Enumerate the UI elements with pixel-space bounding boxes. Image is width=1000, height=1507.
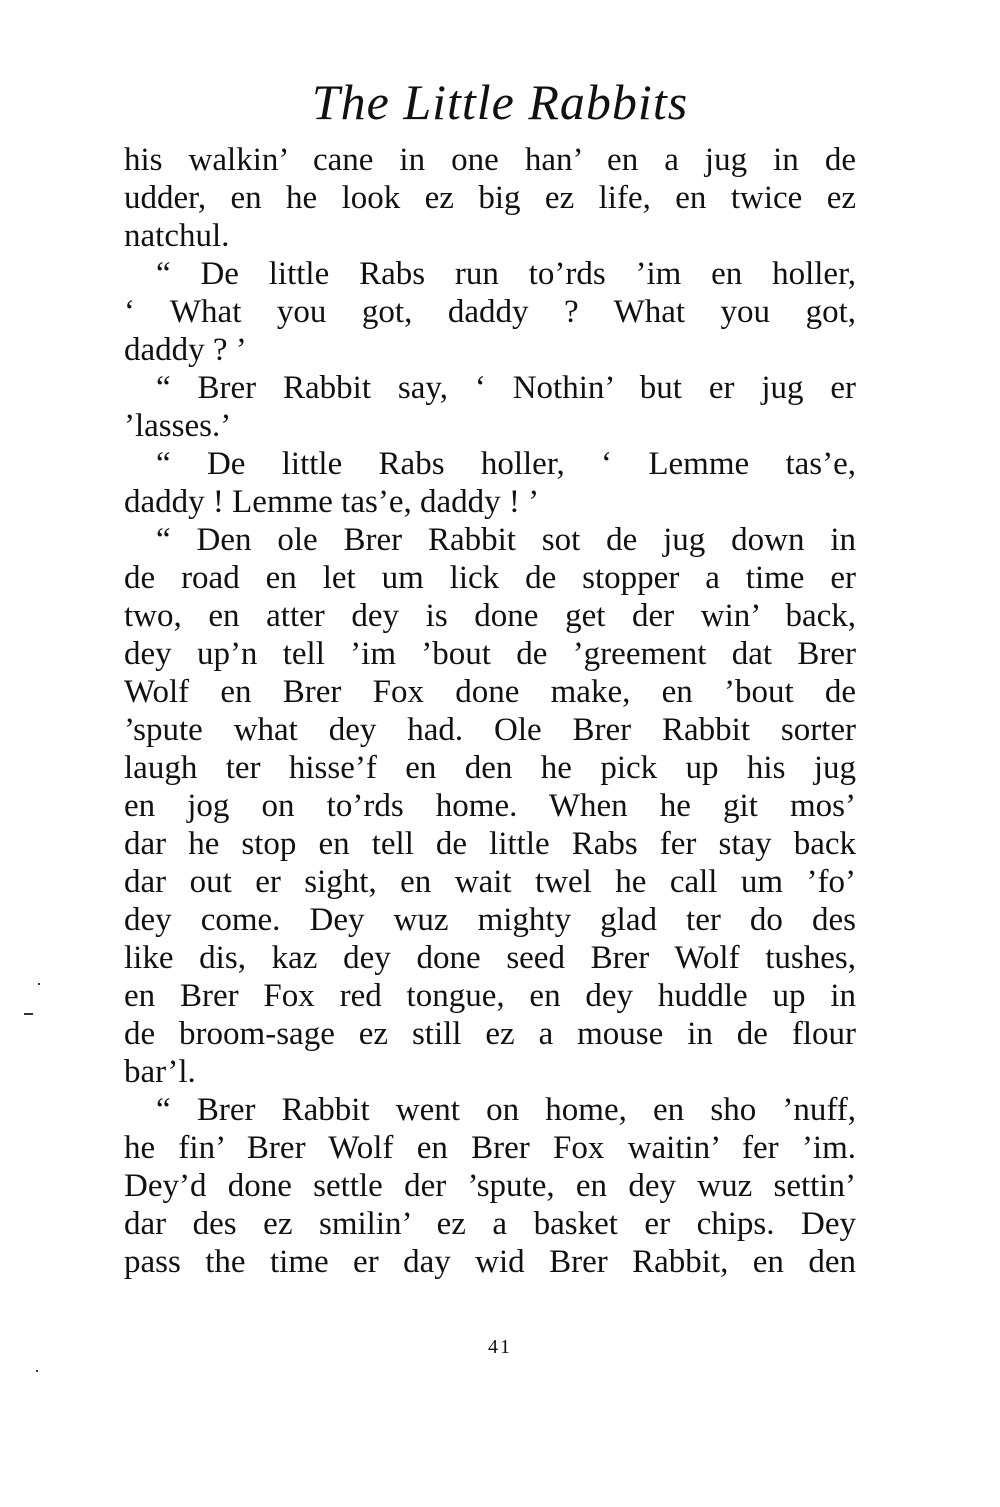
text-line: “ Brer Rabbit say, ‘ Nothin’ but er jug er <box>156 370 856 406</box>
scan-speck <box>36 1370 38 1372</box>
text-line: de broom-sage ez still ez a mouse in de flour <box>124 1016 856 1052</box>
scan-speck <box>38 983 40 985</box>
text-line: dey come. Dey wuz mighty glad ter do des <box>124 902 856 938</box>
text-line: he fin’ Brer Wolf en Brer Fox waitin’ fer ’im. <box>124 1130 856 1166</box>
text-line: Dey’d done settle der ’spute, en dey wuz settin’ <box>124 1168 856 1204</box>
running-title: The Little Rabbits <box>311 74 689 130</box>
text-line: ’lasses.’ <box>124 408 232 444</box>
text-line: his walkin’ cane in one han’ en a jug in de <box>124 142 856 178</box>
text-line: “ De little Rabs holler, ‘ Lemme tas’e, <box>156 446 856 482</box>
page-number: 41 <box>488 1336 512 1358</box>
text-line: daddy ! Lemme tas’e, daddy ! ’ <box>124 484 540 520</box>
text-line: “ Brer Rabbit went on home, en sho ’nuff, <box>156 1092 856 1128</box>
text-line: bar’l. <box>124 1054 196 1090</box>
text-line: dar out er sight, en wait twel he call um ’fo’ <box>124 864 856 900</box>
text-line: dar he stop en tell de little Rabs fer stay back <box>124 826 856 862</box>
text-line: “ De little Rabs run to’rds ’im en holler, <box>156 256 856 292</box>
text-line: natchul. <box>124 218 230 254</box>
text-line: “ Den ole Brer Rabbit sot de jug down in <box>156 522 856 558</box>
text-line: ’spute what dey had. Ole Brer Rabbit sorter <box>124 712 856 748</box>
text-line: en Brer Fox red tongue, en dey huddle up in <box>124 978 856 1014</box>
text-line: like dis, kaz dey done seed Brer Wolf tushes, <box>124 940 856 976</box>
text-line: pass the time er day wid Brer Rabbit, en den <box>124 1244 856 1280</box>
text-line: ‘ What you got, daddy ? What you got, <box>124 294 856 330</box>
text-line: laugh ter hisse’f en den he pick up his jug <box>124 750 856 786</box>
text-line: dar des ez smilin’ ez a basket er chips. Dey <box>124 1206 856 1242</box>
body-text <box>124 141 856 1281</box>
text-line: Wolf en Brer Fox done make, en ’bout de <box>124 674 856 710</box>
scan-speck <box>24 1013 33 1015</box>
text-line: two, en atter dey is done get der win’ back, <box>124 598 856 634</box>
text-line: dey up’n tell ’im ’bout de ’greement dat Brer <box>124 636 856 672</box>
text-line: de road en let um lick de stopper a time er <box>124 560 856 596</box>
text-line: udder, en he look ez big ez life, en twice ez <box>124 180 856 216</box>
text-line: daddy ? ’ <box>124 332 247 368</box>
text-line: en jog on to’rds home. When he git mos’ <box>124 788 856 824</box>
